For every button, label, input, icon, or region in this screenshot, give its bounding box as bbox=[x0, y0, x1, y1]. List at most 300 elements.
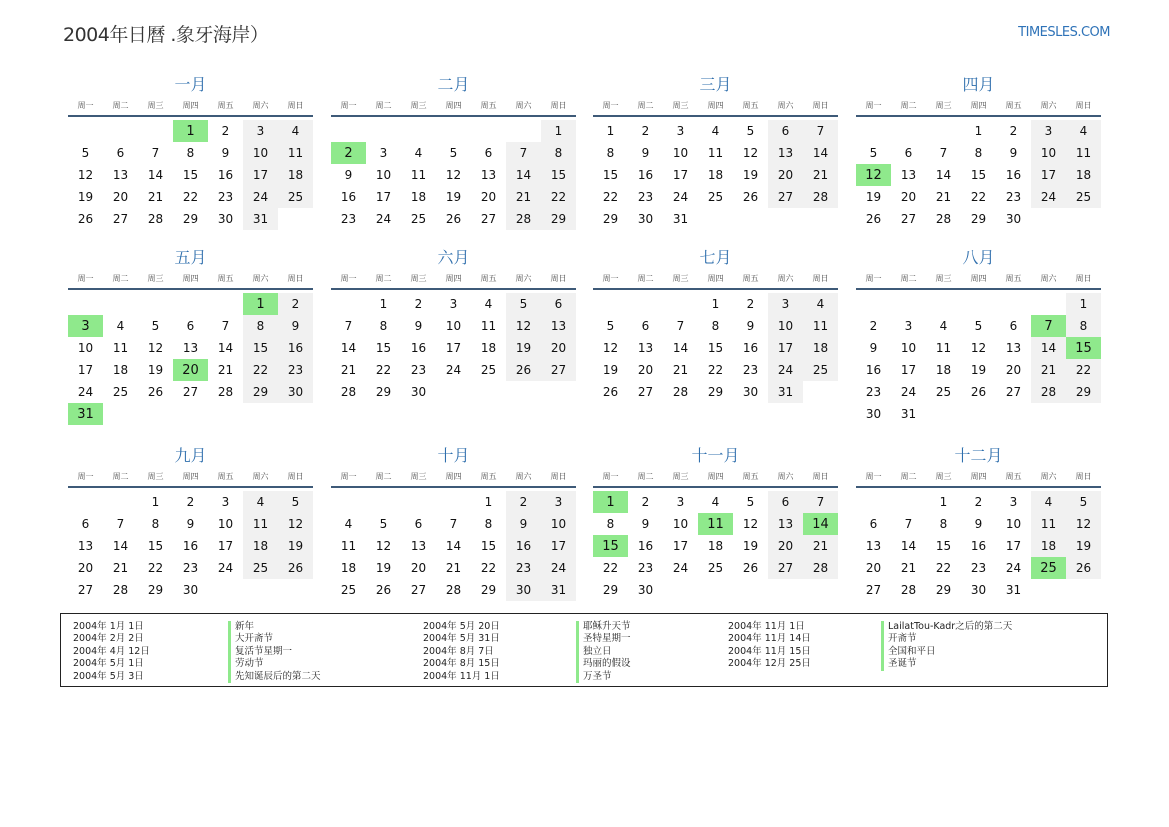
day-cell[interactable]: 16 bbox=[742, 341, 759, 355]
day-cell[interactable]: 10 bbox=[1031, 142, 1066, 164]
day-cell[interactable]: 6 bbox=[768, 120, 803, 142]
day-cell[interactable]: 20 bbox=[410, 561, 427, 575]
day-cell[interactable]: 5 bbox=[1066, 491, 1101, 513]
day-cell[interactable]: 15 bbox=[970, 168, 987, 182]
day-cell[interactable]: 2 bbox=[974, 495, 983, 509]
day-cell[interactable]: 11 bbox=[340, 539, 357, 553]
holiday-day-cell[interactable]: 15 bbox=[1066, 337, 1101, 359]
day-cell[interactable]: 30 bbox=[637, 583, 654, 597]
day-cell[interactable]: 28 bbox=[112, 583, 129, 597]
day-cell[interactable]: 3 bbox=[243, 120, 278, 142]
day-cell[interactable]: 23 bbox=[506, 557, 541, 579]
day-cell[interactable]: 8 bbox=[1066, 315, 1101, 337]
day-cell[interactable]: 3 bbox=[1031, 120, 1066, 142]
day-cell[interactable]: 5 bbox=[974, 319, 983, 333]
day-cell[interactable]: 27 bbox=[637, 385, 654, 399]
day-cell[interactable]: 18 bbox=[278, 164, 313, 186]
day-cell[interactable]: 24 bbox=[541, 557, 576, 579]
day-cell[interactable]: 4 bbox=[116, 319, 125, 333]
day-cell[interactable]: 17 bbox=[77, 363, 94, 377]
day-cell[interactable]: 2 bbox=[1009, 124, 1018, 138]
day-cell[interactable]: 1 bbox=[939, 495, 948, 509]
day-cell[interactable]: 16 bbox=[865, 363, 882, 377]
day-cell[interactable]: 26 bbox=[375, 583, 392, 597]
day-cell[interactable]: 21 bbox=[803, 164, 838, 186]
day-cell[interactable]: 12 bbox=[1066, 513, 1101, 535]
day-cell[interactable]: 24 bbox=[672, 561, 689, 575]
day-cell[interactable]: 2 bbox=[869, 319, 878, 333]
day-cell[interactable]: 13 bbox=[182, 341, 199, 355]
day-cell[interactable]: 3 bbox=[379, 146, 388, 160]
day-cell[interactable]: 6 bbox=[541, 293, 576, 315]
day-cell[interactable]: 24 bbox=[375, 212, 392, 226]
day-cell[interactable]: 21 bbox=[147, 190, 164, 204]
holiday-day-cell[interactable]: 3 bbox=[68, 315, 103, 337]
day-cell[interactable]: 25 bbox=[935, 385, 952, 399]
day-cell[interactable]: 29 bbox=[541, 208, 576, 230]
day-cell[interactable]: 9 bbox=[278, 315, 313, 337]
day-cell[interactable]: 11 bbox=[243, 513, 278, 535]
day-cell[interactable]: 12 bbox=[147, 341, 164, 355]
day-cell[interactable]: 10 bbox=[672, 517, 689, 531]
day-cell[interactable]: 6 bbox=[414, 517, 423, 531]
day-cell[interactable]: 19 bbox=[1066, 535, 1101, 557]
day-cell[interactable]: 18 bbox=[410, 190, 427, 204]
day-cell[interactable]: 19 bbox=[278, 535, 313, 557]
day-cell[interactable]: 7 bbox=[449, 517, 458, 531]
day-cell[interactable]: 14 bbox=[1031, 337, 1066, 359]
day-cell[interactable]: 8 bbox=[606, 517, 615, 531]
day-cell[interactable]: 18 bbox=[1066, 164, 1101, 186]
day-cell[interactable]: 23 bbox=[970, 561, 987, 575]
day-cell[interactable]: 29 bbox=[1066, 381, 1101, 403]
day-cell[interactable]: 1 bbox=[711, 297, 720, 311]
day-cell[interactable]: 18 bbox=[1031, 535, 1066, 557]
holiday-day-cell[interactable]: 2 bbox=[331, 142, 366, 164]
day-cell[interactable]: 10 bbox=[900, 341, 917, 355]
day-cell[interactable]: 11 bbox=[707, 146, 724, 160]
day-cell[interactable]: 24 bbox=[217, 561, 234, 575]
day-cell[interactable]: 2 bbox=[506, 491, 541, 513]
day-cell[interactable]: 11 bbox=[1031, 513, 1066, 535]
day-cell[interactable]: 1 bbox=[379, 297, 388, 311]
day-cell[interactable]: 13 bbox=[637, 341, 654, 355]
day-cell[interactable]: 10 bbox=[375, 168, 392, 182]
day-cell[interactable]: 31 bbox=[672, 212, 689, 226]
day-cell[interactable]: 19 bbox=[742, 168, 759, 182]
day-cell[interactable]: 1 bbox=[974, 124, 983, 138]
day-cell[interactable]: 15 bbox=[707, 341, 724, 355]
day-cell[interactable]: 11 bbox=[480, 319, 497, 333]
day-cell[interactable]: 18 bbox=[243, 535, 278, 557]
holiday-day-cell[interactable]: 20 bbox=[173, 359, 208, 381]
day-cell[interactable]: 12 bbox=[970, 341, 987, 355]
day-cell[interactable]: 13 bbox=[77, 539, 94, 553]
day-cell[interactable]: 1 bbox=[484, 495, 493, 509]
day-cell[interactable]: 25 bbox=[410, 212, 427, 226]
holiday-day-cell[interactable]: 15 bbox=[593, 535, 628, 557]
day-cell[interactable]: 28 bbox=[340, 385, 357, 399]
day-cell[interactable]: 3 bbox=[1009, 495, 1018, 509]
day-cell[interactable]: 25 bbox=[340, 583, 357, 597]
day-cell[interactable]: 9 bbox=[186, 517, 195, 531]
day-cell[interactable]: 30 bbox=[410, 385, 427, 399]
day-cell[interactable]: 17 bbox=[1031, 164, 1066, 186]
day-cell[interactable]: 17 bbox=[445, 341, 462, 355]
day-cell[interactable]: 2 bbox=[278, 293, 313, 315]
day-cell[interactable]: 20 bbox=[112, 190, 129, 204]
day-cell[interactable]: 16 bbox=[637, 168, 654, 182]
day-cell[interactable]: 14 bbox=[217, 341, 234, 355]
day-cell[interactable]: 8 bbox=[186, 146, 195, 160]
day-cell[interactable]: 23 bbox=[742, 363, 759, 377]
day-cell[interactable]: 19 bbox=[77, 190, 94, 204]
day-cell[interactable]: 6 bbox=[869, 517, 878, 531]
day-cell[interactable]: 27 bbox=[410, 583, 427, 597]
day-cell[interactable]: 19 bbox=[602, 363, 619, 377]
day-cell[interactable]: 8 bbox=[606, 146, 615, 160]
day-cell[interactable]: 17 bbox=[900, 363, 917, 377]
day-cell[interactable]: 19 bbox=[506, 337, 541, 359]
day-cell[interactable]: 17 bbox=[217, 539, 234, 553]
day-cell[interactable]: 21 bbox=[672, 363, 689, 377]
day-cell[interactable]: 21 bbox=[112, 561, 129, 575]
day-cell[interactable]: 29 bbox=[602, 583, 619, 597]
day-cell[interactable]: 6 bbox=[641, 319, 650, 333]
day-cell[interactable]: 12 bbox=[506, 315, 541, 337]
day-cell[interactable]: 18 bbox=[707, 168, 724, 182]
day-cell[interactable]: 3 bbox=[449, 297, 458, 311]
day-cell[interactable]: 28 bbox=[445, 583, 462, 597]
day-cell[interactable]: 4 bbox=[939, 319, 948, 333]
day-cell[interactable]: 5 bbox=[746, 124, 755, 138]
day-cell[interactable]: 6 bbox=[81, 517, 90, 531]
day-cell[interactable]: 26 bbox=[278, 557, 313, 579]
day-cell[interactable]: 8 bbox=[379, 319, 388, 333]
day-cell[interactable]: 10 bbox=[217, 517, 234, 531]
day-cell[interactable]: 18 bbox=[803, 337, 838, 359]
day-cell[interactable]: 9 bbox=[869, 341, 878, 355]
day-cell[interactable]: 14 bbox=[340, 341, 357, 355]
day-cell[interactable]: 4 bbox=[711, 495, 720, 509]
day-cell[interactable]: 10 bbox=[541, 513, 576, 535]
day-cell[interactable]: 16 bbox=[278, 337, 313, 359]
day-cell[interactable]: 30 bbox=[865, 407, 882, 421]
day-cell[interactable]: 22 bbox=[480, 561, 497, 575]
day-cell[interactable]: 3 bbox=[676, 124, 685, 138]
day-cell[interactable]: 12 bbox=[278, 513, 313, 535]
day-cell[interactable]: 4 bbox=[344, 517, 353, 531]
site-link[interactable]: TIMESLES.COM bbox=[1018, 25, 1110, 40]
day-cell[interactable]: 20 bbox=[637, 363, 654, 377]
day-cell[interactable]: 24 bbox=[77, 385, 94, 399]
day-cell[interactable]: 26 bbox=[742, 561, 759, 575]
day-cell[interactable]: 22 bbox=[602, 561, 619, 575]
day-cell[interactable]: 4 bbox=[803, 293, 838, 315]
day-cell[interactable]: 26 bbox=[445, 212, 462, 226]
day-cell[interactable]: 29 bbox=[602, 212, 619, 226]
day-cell[interactable]: 26 bbox=[77, 212, 94, 226]
day-cell[interactable]: 13 bbox=[768, 142, 803, 164]
day-cell[interactable]: 7 bbox=[676, 319, 685, 333]
day-cell[interactable]: 8 bbox=[711, 319, 720, 333]
day-cell[interactable]: 19 bbox=[865, 190, 882, 204]
day-cell[interactable]: 24 bbox=[1005, 561, 1022, 575]
day-cell[interactable]: 28 bbox=[935, 212, 952, 226]
day-cell[interactable]: 8 bbox=[151, 517, 160, 531]
day-cell[interactable]: 21 bbox=[445, 561, 462, 575]
day-cell[interactable]: 1 bbox=[541, 120, 576, 142]
day-cell[interactable]: 25 bbox=[707, 561, 724, 575]
day-cell[interactable]: 8 bbox=[541, 142, 576, 164]
day-cell[interactable]: 21 bbox=[506, 186, 541, 208]
day-cell[interactable]: 16 bbox=[340, 190, 357, 204]
day-cell[interactable]: 15 bbox=[147, 539, 164, 553]
day-cell[interactable]: 12 bbox=[77, 168, 94, 182]
holiday-day-cell[interactable]: 1 bbox=[593, 491, 628, 513]
day-cell[interactable]: 24 bbox=[900, 385, 917, 399]
day-cell[interactable]: 18 bbox=[112, 363, 129, 377]
day-cell[interactable]: 25 bbox=[243, 557, 278, 579]
day-cell[interactable]: 27 bbox=[768, 186, 803, 208]
day-cell[interactable]: 8 bbox=[939, 517, 948, 531]
day-cell[interactable]: 24 bbox=[672, 190, 689, 204]
day-cell[interactable]: 16 bbox=[506, 535, 541, 557]
day-cell[interactable]: 5 bbox=[506, 293, 541, 315]
day-cell[interactable]: 27 bbox=[182, 385, 199, 399]
day-cell[interactable]: 20 bbox=[1005, 363, 1022, 377]
day-cell[interactable]: 29 bbox=[970, 212, 987, 226]
day-cell[interactable]: 4 bbox=[484, 297, 493, 311]
day-cell[interactable]: 8 bbox=[484, 517, 493, 531]
day-cell[interactable]: 29 bbox=[480, 583, 497, 597]
day-cell[interactable]: 5 bbox=[81, 146, 90, 160]
day-cell[interactable]: 13 bbox=[900, 168, 917, 182]
day-cell[interactable]: 24 bbox=[768, 359, 803, 381]
day-cell[interactable]: 22 bbox=[375, 363, 392, 377]
day-cell[interactable]: 26 bbox=[1066, 557, 1101, 579]
day-cell[interactable]: 17 bbox=[1005, 539, 1022, 553]
day-cell[interactable]: 12 bbox=[742, 146, 759, 160]
day-cell[interactable]: 21 bbox=[803, 535, 838, 557]
day-cell[interactable]: 29 bbox=[707, 385, 724, 399]
day-cell[interactable]: 6 bbox=[904, 146, 913, 160]
day-cell[interactable]: 27 bbox=[1005, 385, 1022, 399]
day-cell[interactable]: 27 bbox=[480, 212, 497, 226]
day-cell[interactable]: 7 bbox=[939, 146, 948, 160]
day-cell[interactable]: 21 bbox=[1031, 359, 1066, 381]
day-cell[interactable]: 26 bbox=[506, 359, 541, 381]
holiday-day-cell[interactable]: 1 bbox=[243, 293, 278, 315]
day-cell[interactable]: 5 bbox=[869, 146, 878, 160]
day-cell[interactable]: 28 bbox=[672, 385, 689, 399]
day-cell[interactable]: 13 bbox=[410, 539, 427, 553]
day-cell[interactable]: 30 bbox=[742, 385, 759, 399]
day-cell[interactable]: 5 bbox=[449, 146, 458, 160]
day-cell[interactable]: 18 bbox=[935, 363, 952, 377]
day-cell[interactable]: 6 bbox=[768, 491, 803, 513]
day-cell[interactable]: 15 bbox=[480, 539, 497, 553]
day-cell[interactable]: 19 bbox=[742, 539, 759, 553]
day-cell[interactable]: 5 bbox=[379, 517, 388, 531]
day-cell[interactable]: 18 bbox=[707, 539, 724, 553]
day-cell[interactable]: 29 bbox=[375, 385, 392, 399]
day-cell[interactable]: 14 bbox=[935, 168, 952, 182]
day-cell[interactable]: 4 bbox=[1066, 120, 1101, 142]
day-cell[interactable]: 29 bbox=[243, 381, 278, 403]
day-cell[interactable]: 20 bbox=[541, 337, 576, 359]
day-cell[interactable]: 5 bbox=[606, 319, 615, 333]
day-cell[interactable]: 2 bbox=[641, 495, 650, 509]
day-cell[interactable]: 13 bbox=[480, 168, 497, 182]
day-cell[interactable]: 22 bbox=[970, 190, 987, 204]
day-cell[interactable]: 29 bbox=[147, 583, 164, 597]
day-cell[interactable]: 28 bbox=[217, 385, 234, 399]
day-cell[interactable]: 26 bbox=[742, 190, 759, 204]
day-cell[interactable]: 7 bbox=[904, 517, 913, 531]
day-cell[interactable]: 26 bbox=[865, 212, 882, 226]
day-cell[interactable]: 25 bbox=[803, 359, 838, 381]
day-cell[interactable]: 7 bbox=[116, 517, 125, 531]
day-cell[interactable]: 30 bbox=[970, 583, 987, 597]
day-cell[interactable]: 14 bbox=[900, 539, 917, 553]
day-cell[interactable]: 25 bbox=[112, 385, 129, 399]
holiday-day-cell[interactable]: 1 bbox=[173, 120, 208, 142]
day-cell[interactable]: 14 bbox=[803, 142, 838, 164]
day-cell[interactable]: 24 bbox=[1031, 186, 1066, 208]
day-cell[interactable]: 2 bbox=[746, 297, 755, 311]
day-cell[interactable]: 10 bbox=[445, 319, 462, 333]
day-cell[interactable]: 30 bbox=[278, 381, 313, 403]
day-cell[interactable]: 24 bbox=[445, 363, 462, 377]
day-cell[interactable]: 17 bbox=[541, 535, 576, 557]
day-cell[interactable]: 21 bbox=[340, 363, 357, 377]
day-cell[interactable]: 15 bbox=[375, 341, 392, 355]
day-cell[interactable]: 6 bbox=[186, 319, 195, 333]
day-cell[interactable]: 11 bbox=[803, 315, 838, 337]
day-cell[interactable]: 16 bbox=[1005, 168, 1022, 182]
holiday-day-cell[interactable]: 25 bbox=[1031, 557, 1066, 579]
day-cell[interactable]: 4 bbox=[1031, 491, 1066, 513]
day-cell[interactable]: 14 bbox=[147, 168, 164, 182]
day-cell[interactable]: 30 bbox=[506, 579, 541, 601]
day-cell[interactable]: 16 bbox=[970, 539, 987, 553]
day-cell[interactable]: 2 bbox=[641, 124, 650, 138]
day-cell[interactable]: 20 bbox=[900, 190, 917, 204]
day-cell[interactable]: 10 bbox=[672, 146, 689, 160]
day-cell[interactable]: 31 bbox=[541, 579, 576, 601]
day-cell[interactable]: 7 bbox=[803, 120, 838, 142]
day-cell[interactable]: 19 bbox=[375, 561, 392, 575]
day-cell[interactable]: 22 bbox=[182, 190, 199, 204]
day-cell[interactable]: 14 bbox=[445, 539, 462, 553]
day-cell[interactable]: 11 bbox=[112, 341, 129, 355]
day-cell[interactable]: 11 bbox=[1066, 142, 1101, 164]
day-cell[interactable]: 24 bbox=[243, 186, 278, 208]
day-cell[interactable]: 17 bbox=[768, 337, 803, 359]
day-cell[interactable]: 23 bbox=[340, 212, 357, 226]
day-cell[interactable]: 27 bbox=[865, 583, 882, 597]
day-cell[interactable]: 10 bbox=[77, 341, 94, 355]
day-cell[interactable]: 25 bbox=[1066, 186, 1101, 208]
day-cell[interactable]: 6 bbox=[1009, 319, 1018, 333]
day-cell[interactable]: 12 bbox=[742, 517, 759, 531]
day-cell[interactable]: 10 bbox=[243, 142, 278, 164]
day-cell[interactable]: 9 bbox=[1009, 146, 1018, 160]
day-cell[interactable]: 18 bbox=[340, 561, 357, 575]
day-cell[interactable]: 4 bbox=[711, 124, 720, 138]
day-cell[interactable]: 31 bbox=[243, 208, 278, 230]
day-cell[interactable]: 5 bbox=[746, 495, 755, 509]
day-cell[interactable]: 9 bbox=[506, 513, 541, 535]
day-cell[interactable]: 7 bbox=[151, 146, 160, 160]
day-cell[interactable]: 13 bbox=[112, 168, 129, 182]
day-cell[interactable]: 1 bbox=[151, 495, 160, 509]
day-cell[interactable]: 15 bbox=[602, 168, 619, 182]
day-cell[interactable]: 9 bbox=[641, 146, 650, 160]
day-cell[interactable]: 22 bbox=[935, 561, 952, 575]
day-cell[interactable]: 1 bbox=[606, 124, 615, 138]
day-cell[interactable]: 28 bbox=[1031, 381, 1066, 403]
day-cell[interactable]: 9 bbox=[746, 319, 755, 333]
day-cell[interactable]: 30 bbox=[637, 212, 654, 226]
day-cell[interactable]: 10 bbox=[1005, 517, 1022, 531]
day-cell[interactable]: 27 bbox=[900, 212, 917, 226]
day-cell[interactable]: 25 bbox=[480, 363, 497, 377]
holiday-day-cell[interactable]: 12 bbox=[856, 164, 891, 186]
day-cell[interactable]: 25 bbox=[278, 186, 313, 208]
day-cell[interactable]: 19 bbox=[445, 190, 462, 204]
day-cell[interactable]: 17 bbox=[375, 190, 392, 204]
day-cell[interactable]: 20 bbox=[768, 535, 803, 557]
day-cell[interactable]: 15 bbox=[243, 337, 278, 359]
day-cell[interactable]: 15 bbox=[541, 164, 576, 186]
day-cell[interactable]: 26 bbox=[970, 385, 987, 399]
day-cell[interactable]: 2 bbox=[414, 297, 423, 311]
day-cell[interactable]: 23 bbox=[217, 190, 234, 204]
day-cell[interactable]: 16 bbox=[182, 539, 199, 553]
day-cell[interactable]: 4 bbox=[278, 120, 313, 142]
day-cell[interactable]: 27 bbox=[541, 359, 576, 381]
day-cell[interactable]: 10 bbox=[768, 315, 803, 337]
day-cell[interactable]: 18 bbox=[480, 341, 497, 355]
day-cell[interactable]: 25 bbox=[707, 190, 724, 204]
day-cell[interactable]: 23 bbox=[637, 561, 654, 575]
day-cell[interactable]: 28 bbox=[900, 583, 917, 597]
day-cell[interactable]: 15 bbox=[935, 539, 952, 553]
day-cell[interactable]: 8 bbox=[243, 315, 278, 337]
day-cell[interactable]: 5 bbox=[151, 319, 160, 333]
day-cell[interactable]: 3 bbox=[541, 491, 576, 513]
day-cell[interactable]: 13 bbox=[1005, 341, 1022, 355]
day-cell[interactable]: 1 bbox=[1066, 293, 1101, 315]
day-cell[interactable]: 12 bbox=[445, 168, 462, 182]
day-cell[interactable]: 13 bbox=[865, 539, 882, 553]
day-cell[interactable]: 23 bbox=[1005, 190, 1022, 204]
day-cell[interactable]: 17 bbox=[672, 168, 689, 182]
day-cell[interactable]: 16 bbox=[410, 341, 427, 355]
day-cell[interactable]: 14 bbox=[506, 164, 541, 186]
day-cell[interactable]: 29 bbox=[935, 583, 952, 597]
day-cell[interactable]: 20 bbox=[865, 561, 882, 575]
day-cell[interactable]: 23 bbox=[278, 359, 313, 381]
day-cell[interactable]: 7 bbox=[803, 491, 838, 513]
day-cell[interactable]: 5 bbox=[278, 491, 313, 513]
day-cell[interactable]: 30 bbox=[182, 583, 199, 597]
day-cell[interactable]: 28 bbox=[147, 212, 164, 226]
day-cell[interactable]: 30 bbox=[1005, 212, 1022, 226]
holiday-day-cell[interactable]: 31 bbox=[68, 403, 103, 425]
